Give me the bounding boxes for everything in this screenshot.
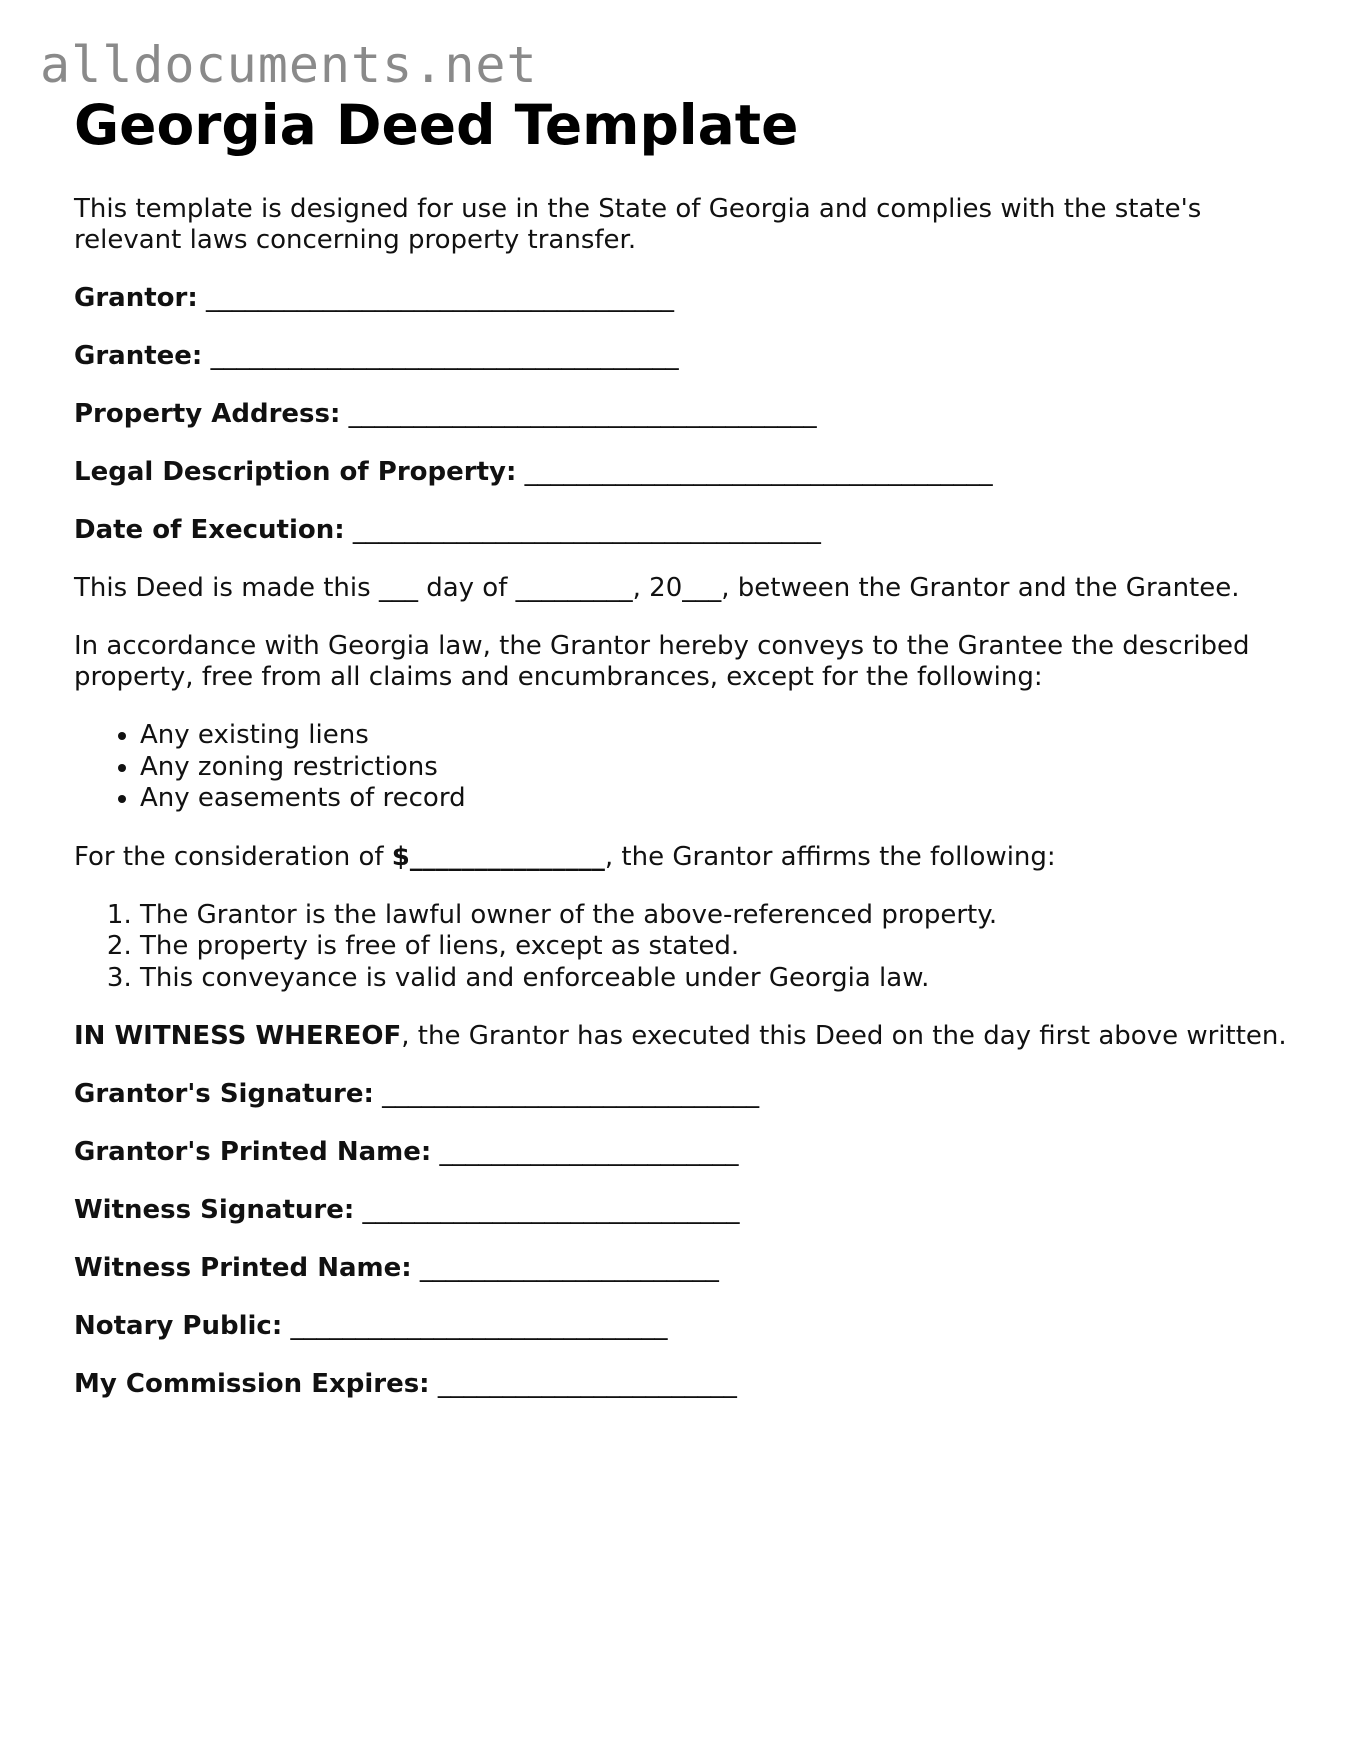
notary-public-label: Notary Public: (74, 1311, 283, 1341)
intro-paragraph: This template is designed for use in the State of Georgia and complies with the state's relevant laws concerning property transfer. (74, 194, 1202, 255)
grantor-label: Grantor: (74, 283, 198, 313)
witness-printed-name-field (74, 1253, 1314, 1284)
date-of-execution-label: Date of Execution: (74, 515, 345, 545)
witness-paragraph (74, 1021, 1314, 1052)
grantor-printed-name-label: Grantor's Printed Name: (74, 1137, 432, 1167)
date-of-execution-field (74, 515, 1314, 546)
grantor-printed-name-field (74, 1137, 1314, 1168)
property-address-field (74, 399, 1314, 430)
witness-heading: IN WITNESS WHEREOF (74, 1021, 402, 1051)
witness-printed-name-label: Witness Printed Name: (74, 1253, 412, 1283)
commission-expires-blank[interactable]: _______________________ (429, 1369, 737, 1399)
grantor-signature-label: Grantor's Signature: (74, 1079, 374, 1109)
legal-description-blank[interactable]: ____________________________________ (516, 457, 993, 487)
document-page (74, 92, 1314, 1400)
list-item: 1. The Grantor is the lawful owner of the above-referenced property. (140, 900, 1314, 932)
witness-printed-name-blank[interactable]: _______________________ (411, 1253, 719, 1283)
legal-description-field (74, 457, 1314, 488)
witness-signature-field (74, 1195, 1314, 1226)
list-item: 3. This conveyance is valid and enforceable under Georgia law. (140, 963, 1314, 995)
grantor-printed-name-blank[interactable]: _______________________ (431, 1137, 739, 1167)
made-this-paragraph: This Deed is made this ___ day of _________, 20___, between the Grantor and the Grantee. (74, 573, 1240, 603)
list-item: • Any easements of record (140, 783, 1314, 815)
witness-signature-label: Witness Signature: (74, 1195, 355, 1225)
date-of-execution-blank[interactable]: ____________________________________ (344, 515, 821, 545)
list-item: • Any existing liens (140, 720, 1314, 752)
grantee-field (74, 341, 1314, 372)
notary-public-blank[interactable]: _____________________________ (282, 1311, 668, 1341)
grantor-field (74, 283, 1314, 314)
witness-text: , the Grantor has executed this Deed on the day first above written. (401, 1021, 1287, 1051)
consideration-text: For the consideration of (74, 841, 392, 872)
grantor-signature-field (74, 1079, 1314, 1110)
watermark-text: alldocuments.net (40, 36, 538, 94)
grantor-signature-blank[interactable]: _____________________________ (373, 1079, 760, 1109)
legal-description-label: Legal Description of Property: (74, 457, 517, 487)
consideration-amount-blank[interactable]: $_______________ (391, 841, 605, 872)
grantee-blank[interactable]: ____________________________________ (202, 341, 679, 371)
affirmations-list (74, 900, 1314, 995)
list-item: • Any zoning restrictions (140, 752, 1314, 784)
notary-public-field (74, 1311, 1314, 1342)
document-title: Georgia Deed Template (74, 93, 799, 157)
grantee-label: Grantee: (74, 341, 203, 371)
property-address-blank[interactable]: ____________________________________ (340, 399, 817, 429)
witness-signature-blank[interactable]: _____________________________ (354, 1195, 740, 1225)
list-item: 2. The property is free of liens, except as stated. (140, 931, 1314, 963)
grantor-blank[interactable]: ____________________________________ (197, 283, 674, 313)
commission-expires-field (74, 1369, 1314, 1400)
consideration-paragraph (74, 842, 1314, 873)
exceptions-list (74, 720, 1314, 815)
property-address-label: Property Address: (74, 399, 341, 429)
commission-expires-label: My Commission Expires: (74, 1369, 430, 1399)
conveyance-paragraph: In accordance with Georgia law, the Grantor hereby conveys to the Grantee the described property, free from all claims and encumbrances, except for the following: (74, 631, 1250, 692)
consideration-text-after: , the Grantor affirms the following: (604, 841, 1056, 872)
